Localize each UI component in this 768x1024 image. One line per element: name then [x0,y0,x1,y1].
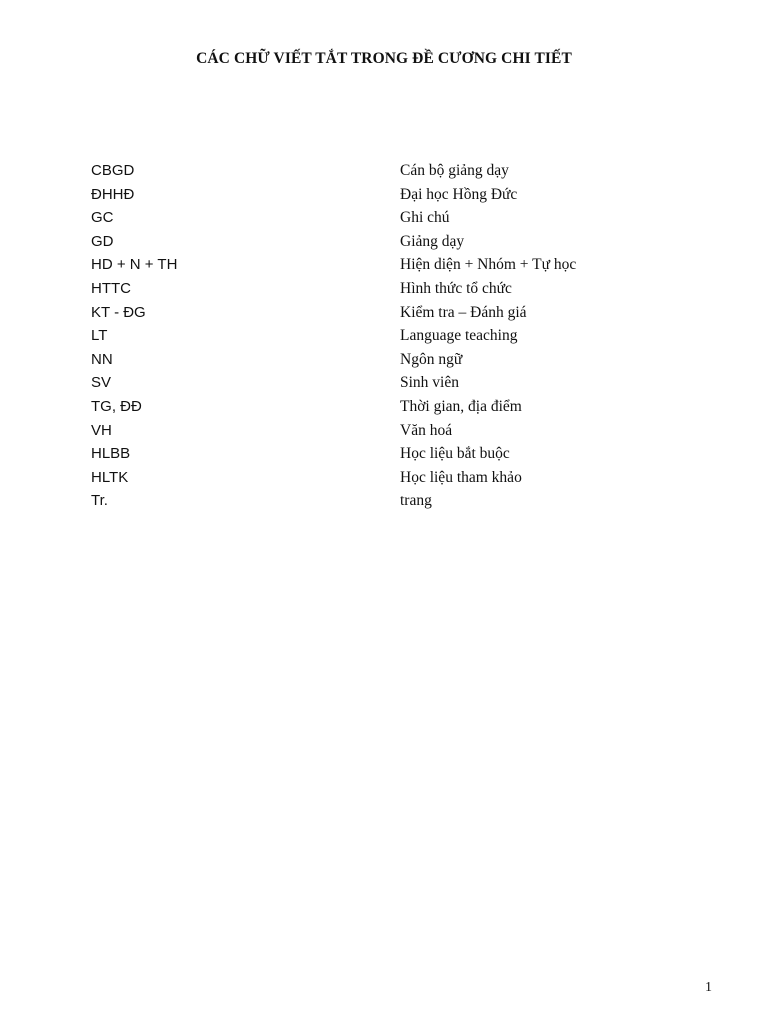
table-row [91,419,691,443]
abbreviation-meaning: Cán bộ giảng dạy [400,162,509,179]
abbreviation-code: KT - ĐG [91,303,146,321]
abbreviation-code: GD [91,232,114,250]
abbreviation-code: CBGD [91,162,135,179]
table-row [91,371,691,395]
abbreviation-code: VH [91,421,112,439]
abbreviation-meaning: Học liệu tham khảo [400,468,522,486]
table-row [91,253,691,277]
page-title: CÁC CHỮ VIẾT TẮT TRONG ĐỀ CƯƠNG CHI TIẾT [196,50,572,67]
abbreviation-code: HTTC [91,279,131,297]
table-row [91,442,691,466]
abbreviation-meaning: Hiện diện + Nhóm + Tự học [400,256,577,274]
abbreviation-meaning: Ghi chú [400,209,450,227]
abbreviation-code: HLBB [91,445,131,463]
abbreviation-meaning: Học liệu bắt buộc [400,445,510,463]
table-row [91,206,691,230]
abbreviation-meaning: Sinh viên [400,374,459,392]
abbreviation-code: HLTK [91,468,129,486]
table-row [91,348,691,372]
abbreviation-meaning: Hình thức tổ chức [400,279,512,297]
page-number: 1 [705,980,712,995]
table-row [91,230,691,254]
table-row [91,183,691,207]
table-row [91,301,691,325]
abbreviation-meaning: Ngôn ngữ [400,350,463,368]
table-row [91,277,691,301]
abbreviation-code: LT [91,327,108,345]
abbreviation-meaning: trang [400,492,432,510]
abbreviation-meaning: Đại học Hồng Đức [400,185,518,203]
table-row [91,159,691,183]
abbreviation-meaning: Giảng dạy [400,232,465,250]
table-row [91,395,691,419]
table-row [91,489,691,513]
abbreviation-code: ĐHHĐ [91,185,135,203]
abbreviation-code: GC [91,209,114,227]
abbreviation-code: NN [91,350,113,368]
abbreviation-meaning: Language teaching [400,327,518,345]
abbreviation-table [91,159,691,513]
abbreviation-code: SV [91,374,112,392]
abbreviation-meaning: Văn hoá [400,421,453,439]
abbreviation-code: HD + N + TH [91,256,178,274]
abbreviation-meaning: Kiểm tra – Đánh giá [400,303,527,321]
table-row [91,466,691,490]
abbreviation-code: TG, ĐĐ [91,397,142,415]
abbreviation-code: Tr. [91,492,108,510]
table-row [91,324,691,348]
abbreviation-meaning: Thời gian, địa điểm [400,397,522,415]
